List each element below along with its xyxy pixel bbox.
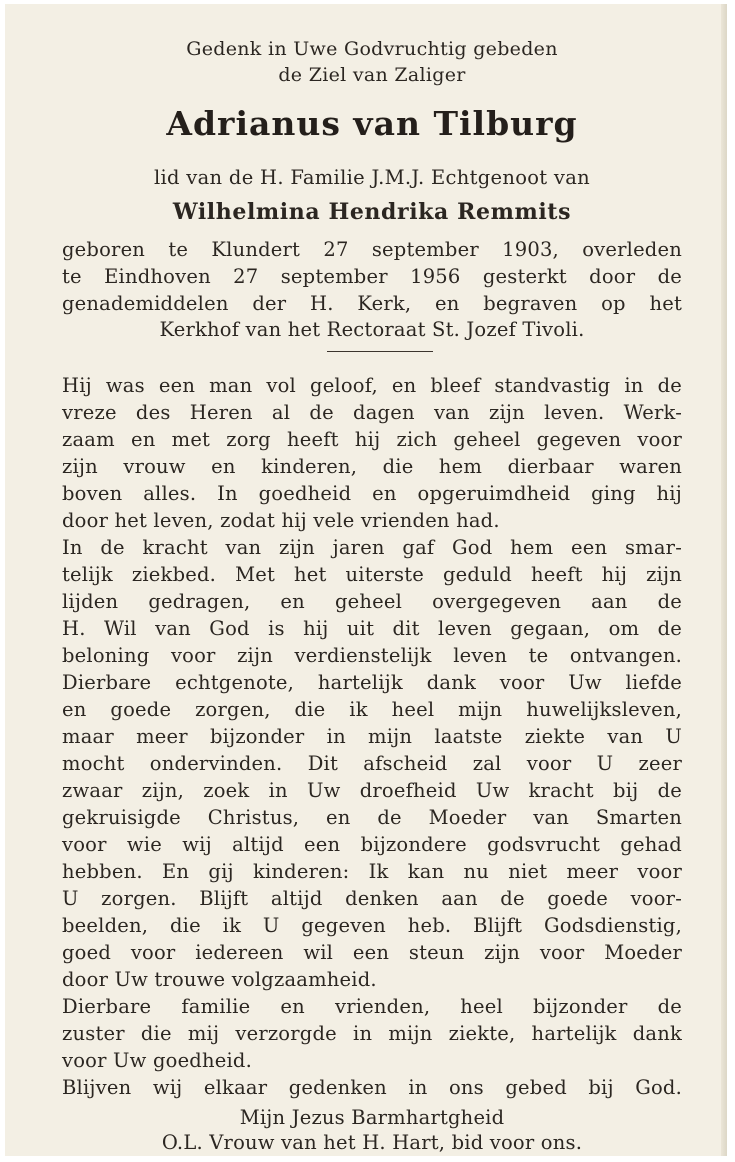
body-line: Blijven wij elkaar gedenken in ons gebed bij God. [62, 1076, 682, 1099]
body-line: H. Wil van God is hij uit dit leven gegaan, om de [62, 617, 682, 640]
prayer-line-2: O.L. Vrouw van het H. Hart, bid voor ons. [161, 1131, 583, 1154]
body-line: vreze des Heren al de dagen van zijn leven. Werk- [62, 401, 682, 424]
spouse-name: Wilhelmina Hendrika Remmits [172, 199, 572, 225]
birth-death-line: te Eindhoven 27 september 1956 gesterkt door de [62, 265, 682, 288]
body-line: Dierbare echtgenote, hartelijk dank voor Uw liefde [62, 671, 682, 694]
membership-line: lid van de H. Familie J.M.J. Echtgenoot van [153, 166, 591, 189]
body-line: beelden, die ik U gegeven heb. Blijft Godsdienstig, [62, 914, 682, 937]
intro-line-2: de Ziel van Zaliger [278, 64, 466, 86]
body-line: lijden gedragen, en geheel overgegeven aan de [62, 590, 682, 613]
body-line: In de kracht van zijn jaren gaf God hem een smar- [62, 536, 682, 559]
body-line: maar meer bijzonder in mijn laatste ziekte van U [62, 725, 682, 748]
body-line: voor Uw goedheid. [62, 1049, 253, 1072]
body-line: gekruisigde Christus, en de Moeder van Smarten [62, 806, 682, 829]
body-line: door Uw trouwe volgzaamheid. [62, 968, 377, 991]
body-line: boven alles. In goedheid en opgeruimdheid ging hij [62, 482, 682, 505]
body-line: U zorgen. Blijft altijd denken aan de goede voor- [62, 887, 682, 910]
body-line: telijk ziekbed. Met het uiterste geduld heeft hij zijn [62, 563, 682, 586]
body-line: zuster die mij verzorgde in mijn ziekte, hartelijk dank [62, 1022, 682, 1045]
body-line: zijn vrouw en kinderen, die hem dierbaar waren [62, 455, 682, 478]
birth-death-line: geboren te Klundert 27 september 1903, overleden [62, 238, 682, 261]
body-line: mocht ondervinden. Dit afscheid zal voor U zeer [62, 752, 682, 775]
card-edge-shadow [721, 4, 727, 1156]
body-line: Hij was een man vol geloof, en bleef standvastig in de [62, 374, 682, 397]
body-line: Dierbare familie en vrienden, heel bijzonder de [62, 995, 682, 1018]
intro-line-1: Gedenk in Uwe Godvruchtig gebeden [186, 38, 558, 60]
divider-rule [327, 351, 433, 352]
body-line: door het leven, zodat hij vele vrienden had. [62, 509, 500, 532]
body-line: zaam en met zorg heeft hij zich geheel gegeven voor [62, 428, 682, 451]
deceased-name: Adrianus van Tilburg [166, 104, 578, 143]
birth-death-line: genademiddelen der H. Kerk, en begraven op het [62, 292, 682, 315]
body-line: zwaar zijn, zoek in Uw droefheid Uw kracht bij de [62, 779, 682, 802]
body-line: goed voor iedereen wil een steun zijn voor Moeder [62, 941, 682, 964]
body-line: hebben. En gij kinderen: Ik kan nu niet meer voor [62, 860, 682, 883]
body-line: beloning voor zijn verdienstelijk leven te ontvangen. [62, 644, 682, 667]
prayer-line-1: Mijn Jezus Barmhartgheid [239, 1106, 505, 1129]
birth-death-line: Kerkhof van het Rectoraat St. Jozef Tivoli. [159, 318, 585, 341]
body-line: en goede zorgen, die ik heel mijn huwelijksleven, [62, 698, 682, 721]
body-line: voor wie wij altijd een bijzondere godsvrucht gehad [62, 833, 682, 856]
